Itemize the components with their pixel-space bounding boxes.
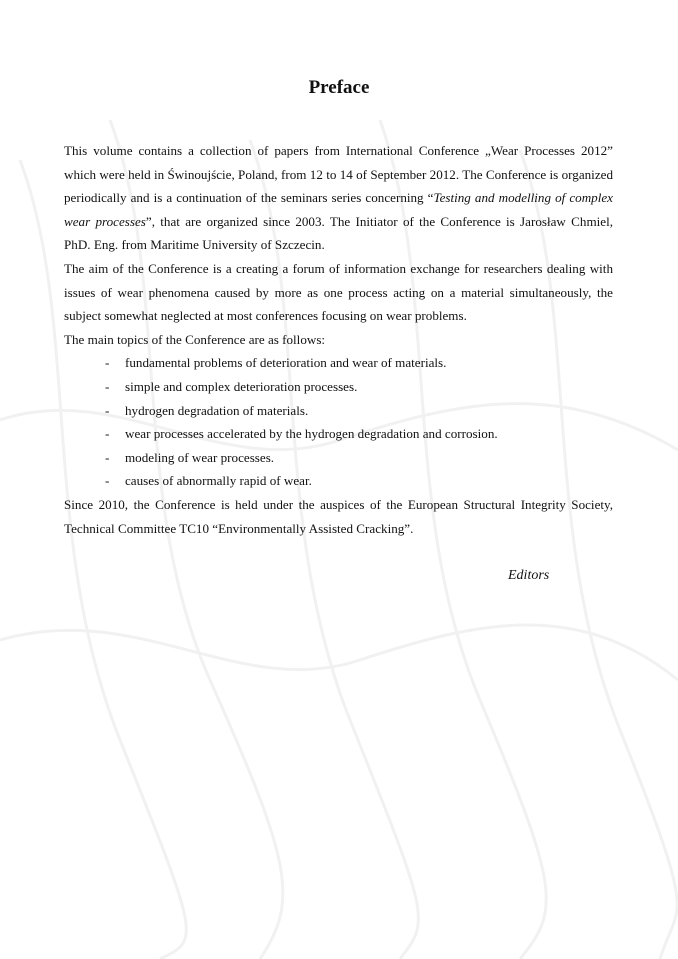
topic-text: fundamental problems of deterioration and wear of materials. — [125, 355, 447, 371]
list-item — [64, 422, 613, 446]
topic-text: modeling of wear processes. — [125, 449, 275, 465]
list-dash: - — [105, 402, 110, 418]
topics-list — [64, 351, 613, 493]
topic-text: simple and complex deterioration processes. — [125, 378, 358, 394]
list-item — [64, 469, 613, 493]
editors-signature: Editors — [508, 568, 550, 583]
intro-text: This volume contains a collection of papers from International Conference „Wear Processes 2012” which were held in Świnoujście, Poland, from 12 to 14 of September 2012. The Conference is organized periodically and is a continuation of the seminars series concerning “ — [64, 143, 613, 206]
intro-text-continued: ”, that are organized since 2003. The Initiator of the Conference is Jarosław Chmiel, PhD. Eng. from Maritime University of Szczecin. — [64, 213, 613, 253]
topic-text: wear processes accelerated by the hydrogen degradation and corrosion. — [125, 426, 498, 442]
list-dash: - — [105, 378, 110, 394]
topic-text: causes of abnormally rapid of wear. — [125, 473, 312, 489]
auspices-paragraph: Since 2010, the Conference is held under the auspices of the European Structural Integrity Society, Technical Committee TC10 “Environmentally Assisted Cracking”. — [64, 496, 613, 536]
intro-paragraph — [64, 139, 613, 257]
list-dash: - — [105, 355, 110, 371]
list-dash: - — [105, 473, 110, 489]
list-dash: - — [105, 426, 110, 442]
preface-body — [64, 139, 613, 540]
topic-text: hydrogen degradation of materials. — [125, 402, 309, 418]
topics-intro: The main topics of the Conference are as follows: — [64, 331, 326, 347]
list-item — [64, 375, 613, 399]
list-dash: - — [105, 449, 110, 465]
seminar-series-title: Testing and modelling of complex wear processes — [64, 190, 613, 229]
list-item — [64, 399, 613, 423]
list-item — [64, 351, 613, 375]
page-title: Preface — [308, 77, 370, 98]
list-item — [64, 446, 613, 470]
aim-paragraph: The aim of the Conference is a creating a forum of information exchange for researchers dealing with issues of wear phenomena caused by more as one process acting on a material simultaneously, the subject somewhat neglected at most conferences focusing on wear problems. — [64, 260, 613, 324]
